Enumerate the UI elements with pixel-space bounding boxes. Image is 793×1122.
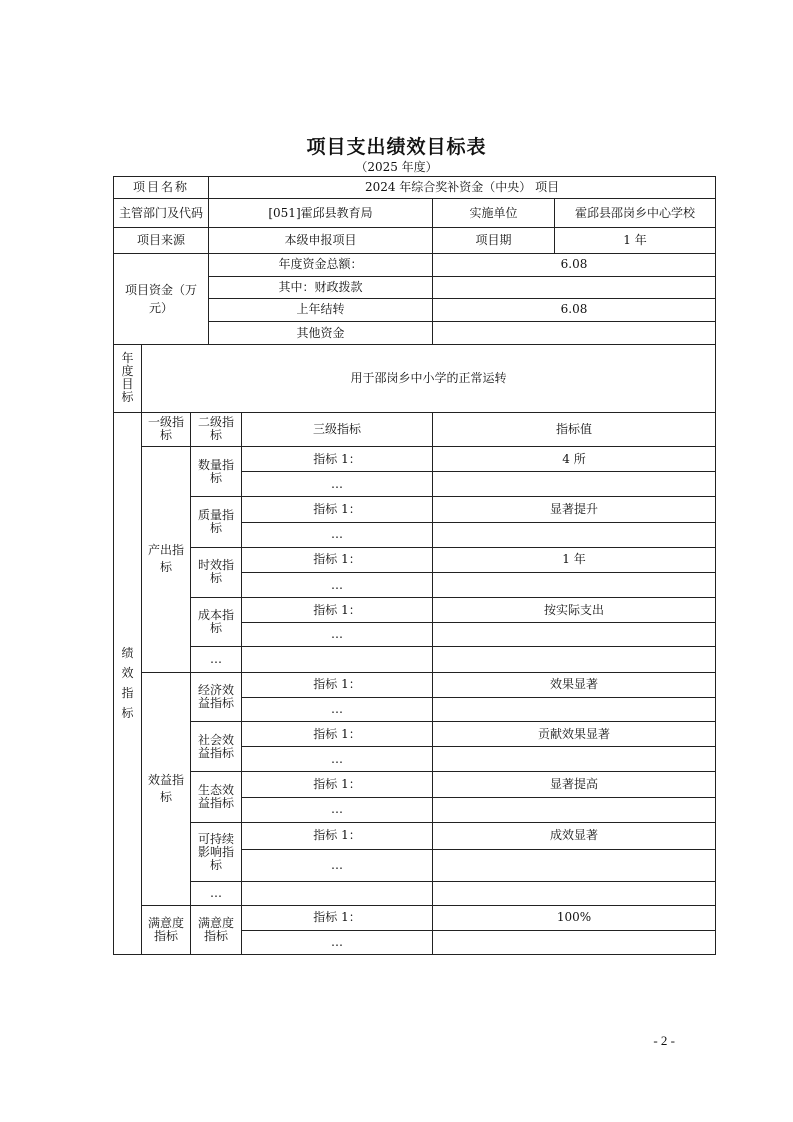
implementing-unit-value: 霍邱县邵岗乡中心学校 bbox=[555, 199, 716, 228]
funds-row bbox=[114, 253, 716, 276]
indicator-value bbox=[433, 522, 716, 547]
project-funds-label: 项目资金（万元） bbox=[114, 253, 209, 345]
indicator-value bbox=[433, 572, 716, 597]
funds-row-label: 其他资金 bbox=[209, 322, 433, 345]
economic-benefit-label: 经济效益指标 bbox=[191, 672, 242, 721]
project-source-label: 项目来源 bbox=[114, 228, 209, 253]
indicator-more: … bbox=[242, 472, 433, 497]
indicator-header-row bbox=[114, 412, 716, 446]
annual-goal-row bbox=[114, 345, 716, 413]
indicator-value bbox=[433, 930, 716, 954]
performance-target-table bbox=[113, 176, 716, 955]
indicator-value: 按实际支出 bbox=[433, 598, 716, 623]
level1-header: 一级指标 bbox=[142, 412, 191, 446]
indicator-more: … bbox=[242, 747, 433, 772]
satisfaction-sub-label: 满意度指标 bbox=[191, 906, 242, 955]
indicator-item: 指标 1： bbox=[242, 906, 433, 930]
indicator-item bbox=[242, 647, 433, 672]
indicator-item: 指标 1： bbox=[242, 722, 433, 747]
indicator-more: … bbox=[242, 522, 433, 547]
sustainable-impact-label: 可持续影响指标 bbox=[191, 822, 242, 881]
project-name-label: 项目名称 bbox=[114, 177, 209, 199]
funds-row-value bbox=[433, 322, 716, 345]
benefit-ellipsis: … bbox=[191, 882, 242, 906]
indicator-value: 贡献效果显著 bbox=[433, 722, 716, 747]
indicator-row bbox=[114, 772, 716, 797]
department-value: [051]霍邱县教育局 bbox=[209, 199, 433, 228]
indicator-more: … bbox=[242, 797, 433, 822]
project-name-row bbox=[114, 177, 716, 199]
project-period-label: 项目期 bbox=[433, 228, 555, 253]
department-row bbox=[114, 199, 716, 228]
implementing-unit-label: 实施单位 bbox=[433, 199, 555, 228]
indicator-value: 效果显著 bbox=[433, 672, 716, 697]
indicator-more: … bbox=[242, 930, 433, 954]
level3-header: 三级指标 bbox=[242, 412, 433, 446]
satisfaction-indicator-label: 满意度指标 bbox=[142, 906, 191, 955]
indicator-row bbox=[114, 722, 716, 747]
indicator-row bbox=[114, 906, 716, 930]
annual-goal-value: 用于邵岗乡中小学的正常运转 bbox=[142, 345, 716, 413]
level2-header: 二级指标 bbox=[191, 412, 242, 446]
indicator-item: 指标 1： bbox=[242, 672, 433, 697]
indicator-item: 指标 1： bbox=[242, 447, 433, 472]
funds-row-label: 年度资金总额： bbox=[209, 253, 433, 276]
indicator-item: 指标 1： bbox=[242, 547, 433, 572]
indicator-value bbox=[433, 882, 716, 906]
indicator-value: 1 年 bbox=[433, 547, 716, 572]
timeliness-indicator-label: 时效指标 bbox=[191, 547, 242, 597]
indicator-more: … bbox=[242, 623, 433, 647]
indicator-value: 4 所 bbox=[433, 447, 716, 472]
project-name-value: 2024 年综合奖补资金（中央） 项目 bbox=[209, 177, 716, 199]
indicator-row bbox=[114, 672, 716, 697]
page-title: 项目支出绩效目标表 bbox=[306, 136, 487, 158]
project-period-value: 1 年 bbox=[555, 228, 716, 253]
indicator-value bbox=[433, 849, 716, 881]
indicator-value: 100% bbox=[433, 906, 716, 930]
indicator-row bbox=[114, 822, 716, 849]
indicator-value bbox=[433, 697, 716, 721]
indicator-value: 成效显著 bbox=[433, 822, 716, 849]
benefit-indicator-label: 效益指标 bbox=[142, 672, 191, 906]
indicator-value bbox=[433, 623, 716, 647]
output-ellipsis: … bbox=[191, 647, 242, 672]
indicator-value: 显著提高 bbox=[433, 772, 716, 797]
indicator-more: … bbox=[242, 697, 433, 721]
funds-row-value bbox=[433, 276, 716, 298]
ecological-benefit-label: 生态效益指标 bbox=[191, 772, 242, 822]
indicator-item: 指标 1： bbox=[242, 822, 433, 849]
indicator-value bbox=[433, 472, 716, 497]
indicator-value: 显著提升 bbox=[433, 497, 716, 522]
indicator-value bbox=[433, 797, 716, 822]
indicator-row bbox=[114, 647, 716, 672]
page-subtitle: （2025 年度） bbox=[355, 160, 438, 174]
quality-indicator-label: 质量指标 bbox=[191, 497, 242, 547]
funds-row-value: 6.08 bbox=[433, 298, 716, 321]
indicator-item bbox=[242, 882, 433, 906]
indicator-value bbox=[433, 647, 716, 672]
quantity-indicator-label: 数量指标 bbox=[191, 447, 242, 497]
funds-row-label: 上年结转 bbox=[209, 298, 433, 321]
indicator-item: 指标 1： bbox=[242, 497, 433, 522]
page-number: - 2 - bbox=[653, 1033, 675, 1048]
indicator-more: … bbox=[242, 849, 433, 881]
annual-goal-label: 年度目标 bbox=[114, 345, 142, 413]
funds-row-value: 6.08 bbox=[433, 253, 716, 276]
project-source-value: 本级申报项目 bbox=[209, 228, 433, 253]
indicator-row bbox=[114, 547, 716, 572]
performance-indicator-label: 绩效指标 bbox=[114, 412, 142, 954]
indicator-row bbox=[114, 497, 716, 522]
indicator-item: 指标 1： bbox=[242, 598, 433, 623]
indicator-row bbox=[114, 447, 716, 472]
department-label: 主管部门及代码 bbox=[114, 199, 209, 228]
indicator-row bbox=[114, 882, 716, 906]
output-indicator-label: 产出指标 bbox=[142, 447, 191, 673]
indicator-value-header: 指标值 bbox=[433, 412, 716, 446]
indicator-item: 指标 1： bbox=[242, 772, 433, 797]
funds-row-label: 其中：财政拨款 bbox=[209, 276, 433, 298]
project-source-row bbox=[114, 228, 716, 253]
cost-indicator-label: 成本指标 bbox=[191, 598, 242, 647]
indicator-more: … bbox=[242, 572, 433, 597]
social-benefit-label: 社会效益指标 bbox=[191, 722, 242, 772]
indicator-row bbox=[114, 598, 716, 623]
indicator-value bbox=[433, 747, 716, 772]
